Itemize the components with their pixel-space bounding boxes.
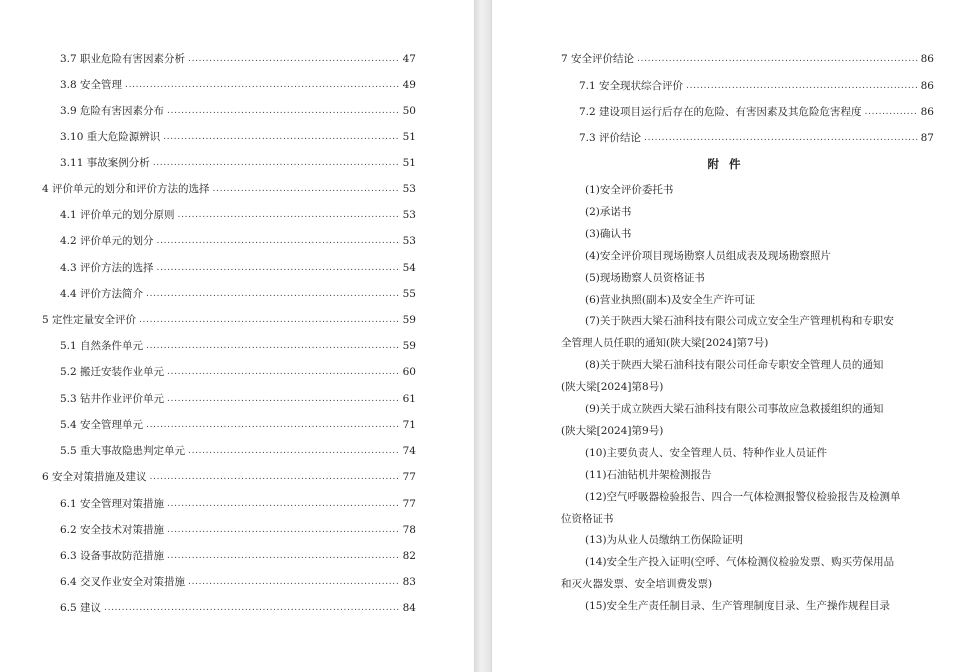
toc-entry[interactable] bbox=[60, 573, 416, 591]
toc-entry-title: 5.1 自然条件单元 bbox=[60, 340, 144, 352]
toc-entry[interactable] bbox=[60, 521, 416, 539]
toc-entry-page: 51 bbox=[402, 157, 416, 169]
toc-leader-dots bbox=[125, 76, 400, 94]
attachment-line: (14)安全生产投入证明(空呼、气体检测仪检验发票、购买劳保用品 bbox=[585, 556, 895, 569]
attachment-line: (7)关于陕西大梁石油科技有限公司成立安全生产管理机构和专职安 bbox=[585, 315, 894, 328]
toc-entry-page: 86 bbox=[920, 106, 934, 118]
toc-entry-page: 53 bbox=[402, 209, 416, 221]
toc-entry-page: 51 bbox=[402, 131, 416, 143]
toc-entry[interactable] bbox=[60, 232, 416, 250]
toc-entry-title: 4.4 评价方法简介 bbox=[60, 288, 144, 300]
toc-entry-page: 53 bbox=[402, 235, 416, 247]
toc-entry-title: 4 评价单元的划分和评价方法的选择 bbox=[42, 183, 210, 195]
toc-entry-title: 3.10 重大危险源辨识 bbox=[60, 131, 161, 143]
toc-entry[interactable] bbox=[60, 259, 416, 277]
toc-entry[interactable] bbox=[60, 76, 416, 94]
attachment-line: (15)安全生产责任制目录、生产管理制度目录、生产操作规程目录 bbox=[585, 600, 891, 613]
toc-entry-page: 87 bbox=[920, 132, 934, 144]
toc-entry-page: 53 bbox=[402, 183, 416, 195]
attachments-heading: 附 件 bbox=[707, 157, 744, 171]
toc-entry[interactable] bbox=[60, 285, 416, 303]
toc-entry-title: 3.7 职业危险有害因素分析 bbox=[60, 53, 186, 65]
toc-entry[interactable] bbox=[60, 128, 416, 146]
toc-entry-page: 77 bbox=[402, 498, 416, 510]
toc-entry-page: 60 bbox=[402, 366, 416, 378]
toc-entry[interactable] bbox=[60, 416, 416, 434]
attachment-line: (5)现场勘察人员资格证书 bbox=[585, 271, 705, 284]
attachment-line: (2)承诺书 bbox=[585, 205, 632, 218]
toc-leader-dots bbox=[167, 521, 400, 539]
toc-entry-title: 3.8 安全管理 bbox=[60, 79, 123, 91]
toc-entry[interactable] bbox=[60, 154, 416, 172]
toc-entry-title: 7.3 评价结论 bbox=[579, 132, 642, 144]
toc-leader-dots bbox=[178, 206, 400, 224]
attachment-line: 全管理人员任职的通知(陕大梁[2024]第7号) bbox=[561, 337, 769, 350]
toc-entry-page: 74 bbox=[402, 445, 416, 457]
toc-entry-page: 71 bbox=[402, 419, 416, 431]
toc-entry[interactable] bbox=[561, 50, 934, 68]
toc-entry-title: 7 安全评价结论 bbox=[561, 53, 635, 65]
toc-entry-title: 7.2 建设项目运行后存在的危险、有害因素及其危险危害程度 bbox=[579, 106, 862, 118]
toc-leader-dots bbox=[153, 154, 400, 172]
attachment-line: 位资格证书 bbox=[561, 512, 614, 525]
toc-entry[interactable] bbox=[60, 599, 416, 617]
document-page-left bbox=[0, 0, 474, 672]
toc-entry-title: 7.1 安全现状综合评价 bbox=[579, 80, 684, 92]
toc-entry-page: 82 bbox=[402, 550, 416, 562]
toc-leader-dots bbox=[146, 416, 400, 434]
toc-leader-dots bbox=[865, 103, 918, 121]
toc-entry-title: 6.4 交叉作业安全对策措施 bbox=[60, 576, 186, 588]
toc-entry-title: 4.2 评价单元的划分 bbox=[60, 235, 154, 247]
toc-entry-page: 49 bbox=[402, 79, 416, 91]
toc-entry-title: 6.2 安全技术对策措施 bbox=[60, 524, 165, 536]
toc-entry[interactable] bbox=[60, 390, 416, 408]
toc-entry[interactable] bbox=[42, 311, 416, 329]
toc-leader-dots bbox=[104, 599, 400, 617]
toc-entry-page: 77 bbox=[402, 471, 416, 483]
toc-entry-page: 54 bbox=[402, 262, 416, 274]
attachment-line: (9)关于成立陕西大梁石油科技有限公司事故应急救援组织的通知 bbox=[585, 403, 884, 415]
toc-entry[interactable] bbox=[60, 547, 416, 565]
toc-leader-dots bbox=[167, 363, 400, 381]
toc-entry[interactable] bbox=[60, 495, 416, 513]
toc-entry-title: 3.9 危险有害因素分布 bbox=[60, 105, 165, 117]
toc-entry-page: 47 bbox=[402, 53, 416, 65]
toc-entry-page: 86 bbox=[920, 80, 934, 92]
toc-entry-page: 83 bbox=[402, 576, 416, 588]
toc-entry[interactable] bbox=[579, 129, 934, 147]
toc-leader-dots bbox=[686, 77, 918, 95]
toc-entry[interactable] bbox=[60, 102, 416, 120]
toc-entry-title: 6 安全对策措施及建议 bbox=[42, 471, 147, 483]
toc-entry[interactable] bbox=[60, 363, 416, 381]
toc-entry[interactable] bbox=[60, 206, 416, 224]
toc-leader-dots bbox=[188, 573, 400, 591]
toc-entry[interactable] bbox=[60, 337, 416, 355]
attachment-line: (陕大梁[2024]第8号) bbox=[561, 381, 664, 394]
toc-entry-title: 6.3 设备事故防范措施 bbox=[60, 550, 165, 562]
toc-entry-title: 5.2 搬迁安装作业单元 bbox=[60, 366, 165, 378]
attachment-line: 和灭火器发票、安全培训费发票) bbox=[561, 578, 713, 591]
attachment-line: (13)为从业人员缴纳工伤保险证明 bbox=[585, 534, 744, 547]
toc-entry-title: 5.5 重大事故隐患判定单元 bbox=[60, 445, 186, 457]
page-gutter bbox=[474, 0, 492, 672]
toc-leader-dots bbox=[150, 468, 400, 486]
toc-entry-page: 59 bbox=[402, 314, 416, 326]
attachment-line: (11)石油钻机井架检测报告 bbox=[585, 468, 712, 481]
toc-entry[interactable] bbox=[42, 468, 416, 486]
attachment-line: (1)安全评价委托书 bbox=[585, 184, 674, 196]
attachment-line: (10)主要负责人、安全管理人员、特种作业人员证件 bbox=[585, 446, 828, 459]
toc-entry-title: 3.11 事故案例分析 bbox=[60, 157, 150, 169]
toc-leader-dots bbox=[637, 50, 918, 68]
toc-leader-dots bbox=[163, 128, 399, 146]
attachment-line: (3)确认书 bbox=[585, 227, 632, 240]
toc-leader-dots bbox=[188, 442, 400, 460]
toc-entry-title: 6.5 建议 bbox=[60, 602, 102, 614]
toc-entry-page: 78 bbox=[402, 524, 416, 536]
toc-entry[interactable] bbox=[42, 180, 416, 198]
toc-entry[interactable] bbox=[579, 103, 934, 121]
toc-entry-page: 86 bbox=[920, 53, 934, 65]
toc-leader-dots bbox=[157, 259, 400, 277]
attachment-line: (陕大梁[2024]第9号) bbox=[561, 424, 664, 437]
toc-entry[interactable] bbox=[579, 77, 934, 95]
attachment-line: (4)安全评价项目现场勘察人员组成表及现场勘察照片 bbox=[585, 249, 831, 262]
toc-entry-title: 5 定性定量安全评价 bbox=[42, 314, 137, 326]
toc-leader-dots bbox=[167, 390, 400, 408]
toc-leader-dots bbox=[188, 50, 400, 68]
toc-entry-page: 84 bbox=[402, 602, 416, 614]
toc-leader-dots bbox=[167, 102, 400, 120]
toc-leader-dots bbox=[146, 285, 400, 303]
toc-entry[interactable] bbox=[60, 442, 416, 460]
toc-entry-title: 5.3 钻井作业评价单元 bbox=[60, 393, 165, 405]
toc-entry-page: 61 bbox=[402, 393, 416, 405]
toc-leader-dots bbox=[167, 547, 400, 565]
toc-entry-title: 4.3 评价方法的选择 bbox=[60, 262, 154, 274]
toc-leader-dots bbox=[146, 337, 400, 355]
toc-entry-title: 5.4 安全管理单元 bbox=[60, 419, 144, 431]
toc-leader-dots bbox=[644, 129, 918, 147]
toc-entry-page: 55 bbox=[402, 288, 416, 300]
toc-entry[interactable] bbox=[60, 50, 416, 68]
attachment-line: (6)营业执照(副本)及安全生产许可证 bbox=[585, 293, 756, 306]
toc-entry-page: 59 bbox=[402, 340, 416, 352]
toc-leader-dots bbox=[157, 232, 400, 250]
attachment-line: (8)关于陕西大梁石油科技有限公司任命专职安全管理人员的通知 bbox=[585, 359, 884, 372]
toc-leader-dots bbox=[139, 311, 400, 329]
toc-entry-page: 50 bbox=[402, 105, 416, 117]
toc-entry-title: 6.1 安全管理对策措施 bbox=[60, 498, 165, 510]
toc-entry-title: 4.1 评价单元的划分原则 bbox=[60, 209, 175, 221]
attachment-line: (12)空气呼吸器检验报告、四合一气体检测报警仪检验报告及检测单 bbox=[585, 490, 901, 503]
toc-leader-dots bbox=[213, 180, 400, 198]
toc-leader-dots bbox=[167, 495, 400, 513]
